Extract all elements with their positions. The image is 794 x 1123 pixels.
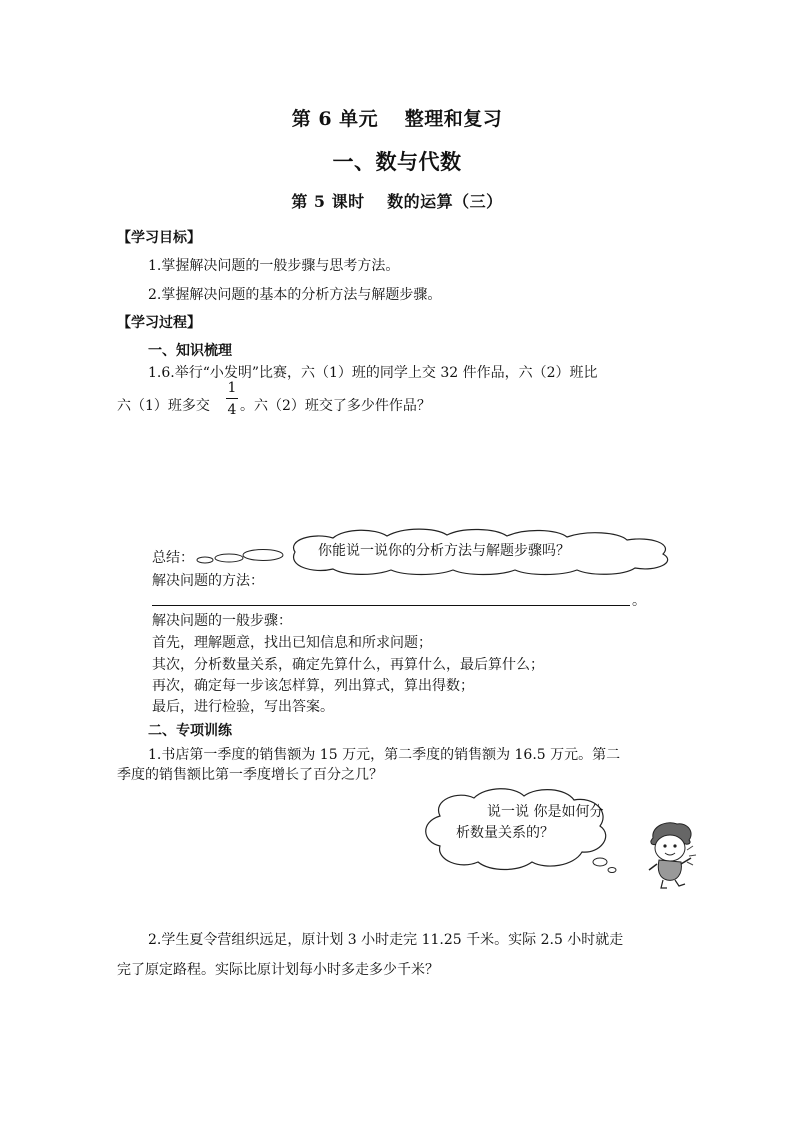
summary-label: 总结： bbox=[152, 550, 194, 566]
relations-cloud-line-2: 析数量关系的？ bbox=[456, 825, 554, 841]
question-2-line-2: 完了原定路程。实际比原计划每小时多走多少千米？ bbox=[117, 962, 439, 978]
relations-cloud-line-1: 说一说 你是如何分 bbox=[487, 804, 604, 820]
knowledge-heading: 一、知识梳理 bbox=[148, 343, 232, 359]
objective-item-2: 2.掌握解决问题的基本的分析方法与解题步骤。 bbox=[148, 287, 442, 303]
unit-title: 第 6 单元 整理和复习 bbox=[291, 108, 503, 130]
cartoon-child-illustration bbox=[643, 820, 698, 890]
fraction-denominator: 4 bbox=[227, 402, 237, 418]
question-2-line-1: 2.学生夏令营组织远足，原计划 3 小时走完 11.25 千米。实际 2.5 小时就走 bbox=[148, 932, 624, 948]
section-title: 一、数与代数 bbox=[332, 149, 462, 174]
process-heading: 【学习过程】 bbox=[117, 315, 201, 331]
step-4: 最后，进行检验，写出答案。 bbox=[152, 699, 334, 715]
problem-1-line-2-after: 。六（2）班交了多少件作品？ bbox=[240, 398, 431, 414]
question-1-line-2: 季度的销售额比第一季度增长了百分之几？ bbox=[117, 767, 383, 783]
summary-cloud-text: 你能说一说你的分析方法与解题步骤吗？ bbox=[318, 543, 570, 559]
training-heading: 二、专项训练 bbox=[148, 723, 232, 739]
method-label: 解决问题的方法： bbox=[152, 573, 264, 589]
question-1-line-1: 1.书店第一季度的销售额为 15 万元，第二季度的销售额为 16.5 万元。第二 bbox=[148, 747, 621, 763]
objectives-heading: 【学习目标】 bbox=[117, 230, 201, 246]
step-2: 其次，分析数量关系，确定先算什么，再算什么，最后算什么； bbox=[152, 657, 544, 673]
steps-label: 解决问题的一般步骤： bbox=[152, 613, 292, 629]
fraction-bar bbox=[226, 398, 238, 399]
problem-1-line-1: 1.6.举行“小发明”比赛，六（1）班的同学上交 32 件作品，六（2）班比 bbox=[148, 365, 598, 381]
fraction-numerator: 1 bbox=[227, 380, 237, 396]
step-1: 首先，理解题意，找出已知信息和所求问题； bbox=[152, 635, 432, 651]
lesson-title: 第 5 课时 数的运算（三） bbox=[291, 192, 503, 211]
method-answer-line bbox=[152, 605, 630, 606]
objective-item-1: 1.掌握解决问题的一般步骤与思考方法。 bbox=[148, 258, 400, 274]
method-end: 。 bbox=[632, 593, 646, 609]
problem-1-line-2-before: 六（1）班多交 bbox=[117, 398, 210, 414]
step-3: 再次，确定每一步该怎样算，列出算式，算出得数； bbox=[152, 678, 474, 694]
